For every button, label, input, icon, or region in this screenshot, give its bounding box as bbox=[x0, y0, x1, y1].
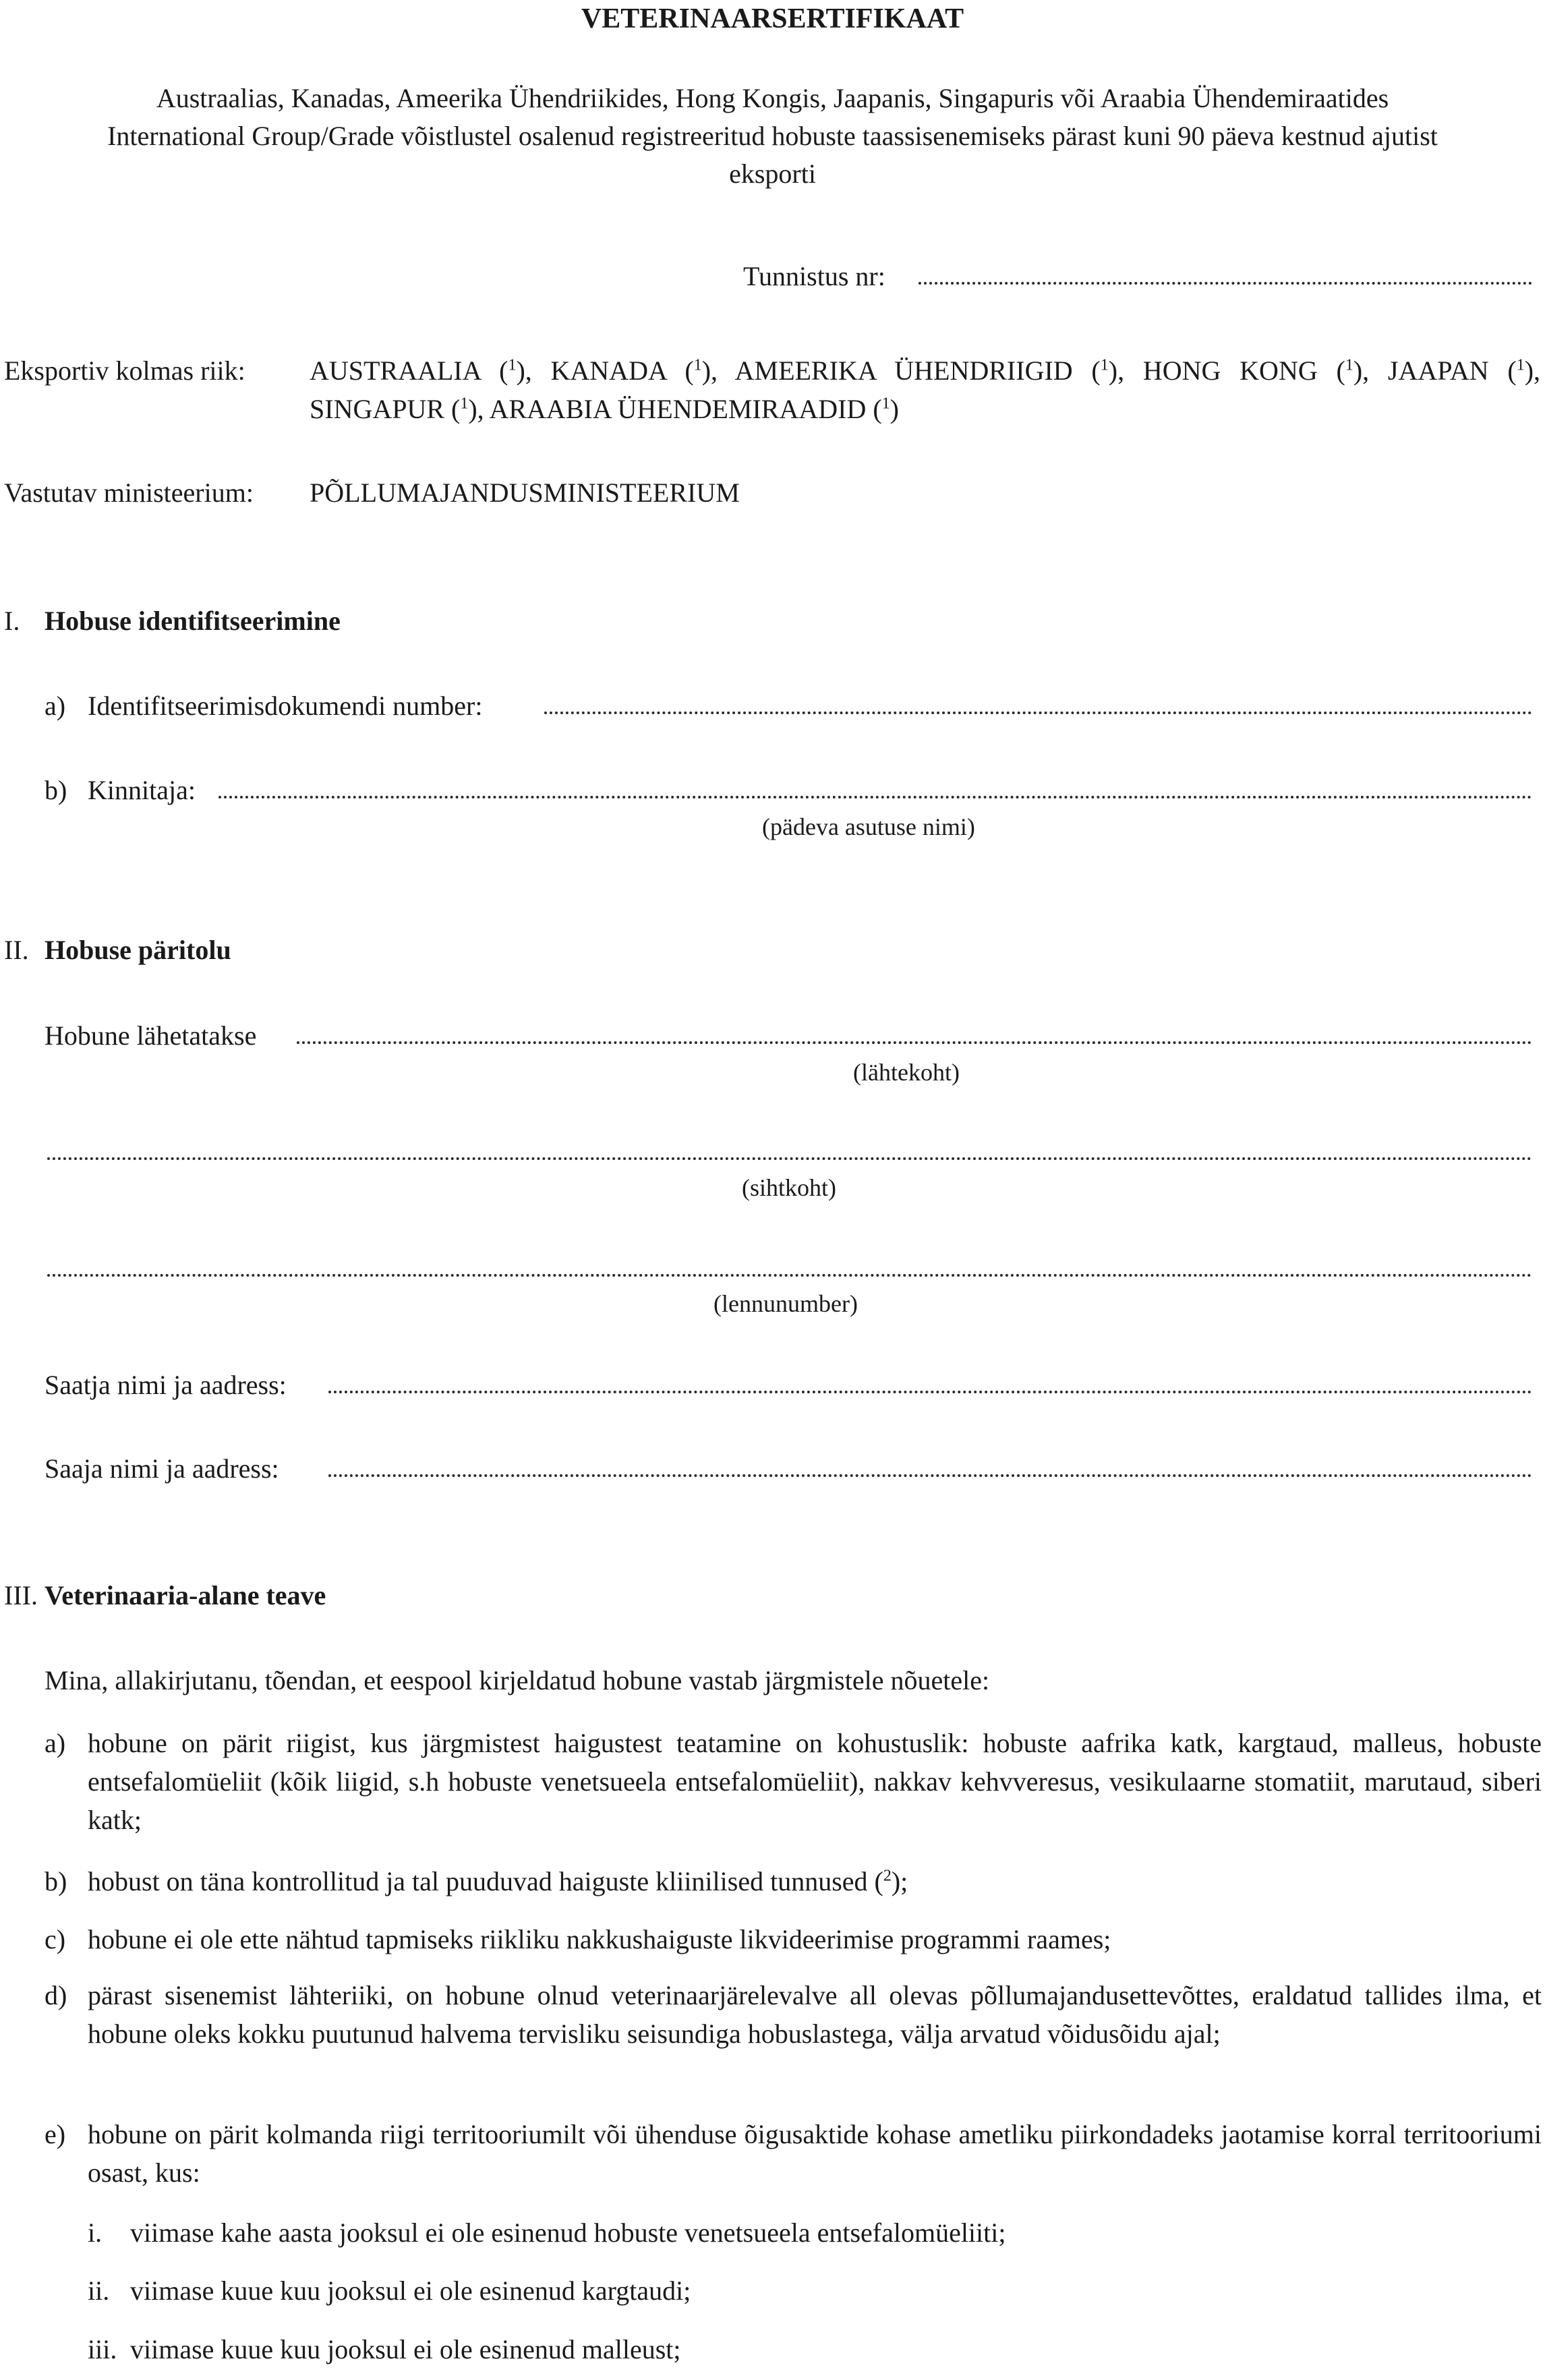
item-a-marker: a) bbox=[45, 1728, 66, 1758]
item-e-marker: e) bbox=[45, 2119, 66, 2149]
item-b-text: hobust on täna kontrollitud ja tal puuduvad haiguste kliinilised tunnused ($^2$); bbox=[88, 1866, 908, 1896]
section-1-a-label: Identifitseerimisdokumendi number: bbox=[88, 691, 483, 721]
section-1-a-marker: a) bbox=[45, 691, 66, 721]
subitem-ii-text: viimase kuue kuu jooksul ei ole esinenud kargtaudi; bbox=[130, 2275, 691, 2306]
origin-field[interactable] bbox=[297, 1041, 1532, 1044]
section-3-heading: Veterinaaria-alane teave bbox=[45, 1580, 326, 1610]
section-3-number: III. bbox=[4, 1580, 38, 1610]
recipient-label: Saaja nimi ja aadress: bbox=[45, 1453, 279, 1484]
item-c-marker: c) bbox=[45, 1924, 66, 1954]
section-2-number: II. bbox=[4, 935, 29, 965]
destination-field[interactable] bbox=[47, 1157, 1532, 1160]
section-1-b-label: Kinnitaja: bbox=[88, 775, 196, 805]
certificate-no-field[interactable] bbox=[919, 282, 1532, 285]
dispatch-label: Hobune lähetatakse bbox=[45, 1020, 257, 1051]
certificate-no-label: Tunnistus nr: bbox=[743, 261, 885, 291]
subitem-ii-marker: ii. bbox=[88, 2275, 110, 2306]
flight-number-field[interactable] bbox=[47, 1274, 1532, 1277]
subtitle-line-1: Austraalias, Kanadas, Ameerika Ühendriikides, Hong Kongis, Jaapanis, Singapuris või Araabia Ühendemiraatides bbox=[156, 83, 1389, 113]
origin-caption: (lähtekoht) bbox=[853, 1059, 960, 1086]
item-d-text: pärast sisenemist lähteriiki, on hobune olnud veterinaarjärelevalve all olevas põllumajandusettevõttes, eraldatud tallides ilma, et hobune oleks kokku puutunud halvema tervisliku seisundiga hobuslastega, välja arvatud võidusõidu ajal; bbox=[88, 1980, 1542, 2049]
authority-caption: (pädeva asutuse nimi) bbox=[762, 813, 975, 840]
id-document-number-field[interactable] bbox=[544, 712, 1532, 714]
sender-field[interactable] bbox=[328, 1391, 1532, 1393]
sender-label: Saatja nimi ja aadress: bbox=[45, 1370, 287, 1400]
subitem-iii-text: viimase kuue kuu jooksul ei ole esinenud malleust; bbox=[130, 2334, 681, 2364]
authority-field[interactable] bbox=[218, 796, 1532, 799]
item-d-marker: d) bbox=[45, 1980, 67, 2010]
item-a-text: hobune on pärit riigist, kus järgmistest haigustest teatamine on kohustuslik: hobuste aafrika katk, kargtaud, malleus, hobuste entsefalomüeliit (kõik liigid, s.h hobuste venetsueela entsefalomüeliit), nakkav kehvveresus, vesikulaarne stomatiit, marutaud, siberi katk; bbox=[88, 1728, 1542, 1835]
subtitle-line-3: eksporti bbox=[729, 158, 816, 189]
item-e-text: hobune on pärit kolmanda riigi territooriumilt või ühenduse õigusaktide kohase ametliku piirkondadeks jaotamise korral territooriumi osast, kus: bbox=[88, 2119, 1542, 2188]
recipient-field[interactable] bbox=[328, 1474, 1532, 1477]
exporting-country-line-2: SINGAPUR ($^1$), ARAABIA ÜHENDEMIRAADID ($^1$) bbox=[310, 394, 899, 424]
exporting-country-label: Eksportiv kolmas riik: bbox=[4, 355, 245, 386]
ministry-value: PÕLLUMAJANDUSMINISTEERIUM bbox=[310, 477, 740, 508]
section-3-intro: Mina, allakirjutanu, tõendan, et eespool kirjeldatud hobune vastab järgmistele nõuetele: bbox=[45, 1665, 990, 1695]
flight-number-caption: (lennunumber) bbox=[713, 1290, 858, 1317]
section-1-b-marker: b) bbox=[45, 775, 67, 805]
section-1-number: I. bbox=[4, 606, 20, 636]
item-c-text: hobune ei ole ette nähtud tapmiseks riikliku nakkushaiguste likvideerimise programmi raames; bbox=[88, 1924, 1111, 1954]
item-b-marker: b) bbox=[45, 1866, 67, 1896]
subitem-i-marker: i. bbox=[88, 2217, 103, 2248]
subitem-i-text: viimase kahe aasta jooksul ei ole esinenud hobuste venetsueela entsefalomüeliiti; bbox=[130, 2217, 1006, 2248]
section-2-heading: Hobuse päritolu bbox=[45, 935, 231, 965]
ministry-label: Vastutav ministeerium: bbox=[4, 477, 254, 508]
destination-caption: (sihtkoht) bbox=[742, 1174, 836, 1201]
section-1-heading: Hobuse identifitseerimine bbox=[45, 606, 341, 636]
exporting-country-line-1: AUSTRAALIA ($^1$), KANADA ($^1$), AMEERIKA ÜHENDRIIGID ($^1$), HONG KONG ($^1$), JAAPAN ($^1$), bbox=[310, 355, 1541, 386]
document-title: VETERINAARSERTIFIKAAT bbox=[581, 3, 964, 34]
subitem-iii-marker: iii. bbox=[88, 2334, 117, 2364]
subtitle-line-2: International Group/Grade võistlustel osalenud registreeritud hobuste taassisenemiseks pärast kuni 90 päeva kestnud ajutist bbox=[107, 121, 1438, 151]
